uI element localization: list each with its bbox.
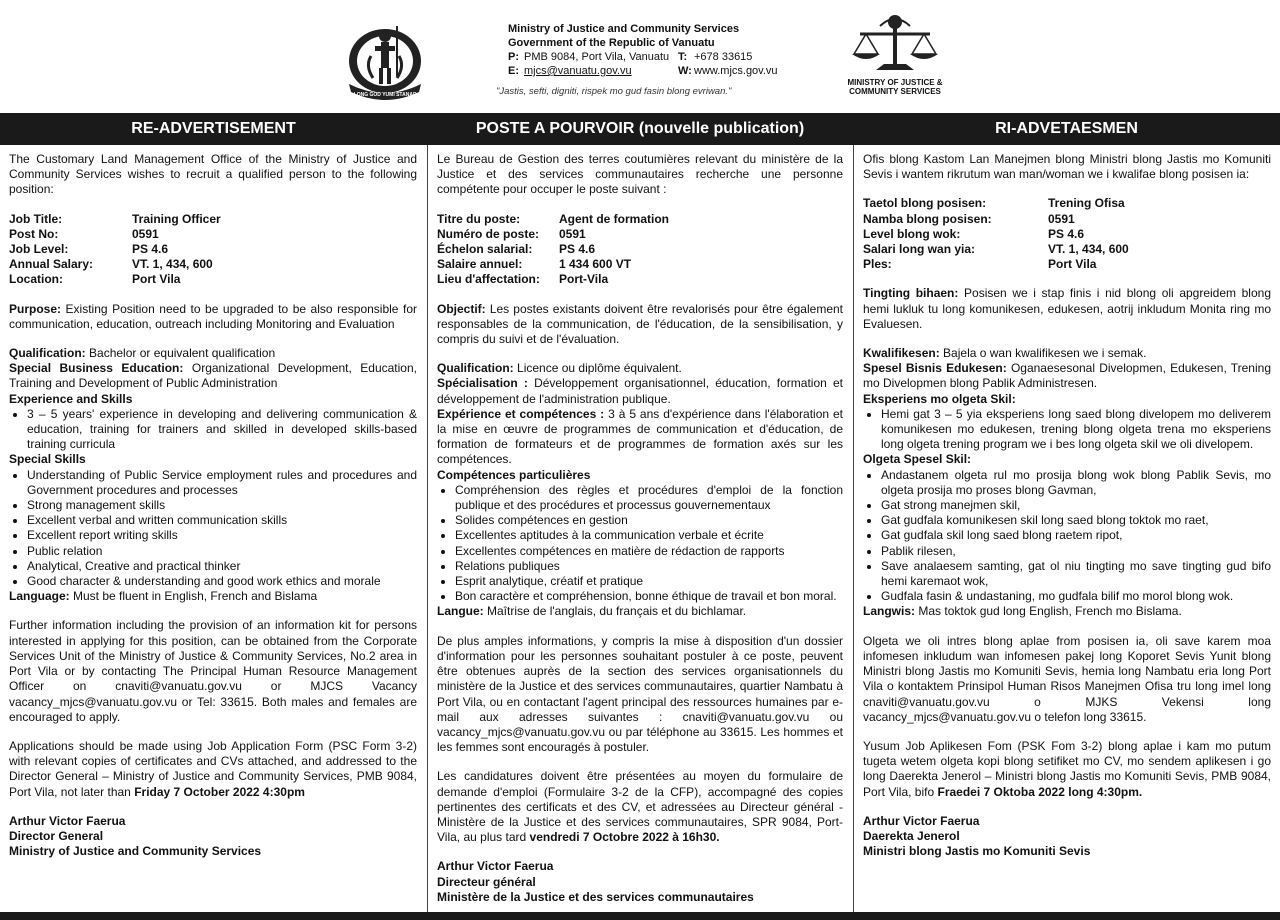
intro-text: Ofis blong Kastom Lan Manejmen blong Ministri blong Jastis mo Komuniti Sevis i wantem rikrutum wan man/woman we i kwalifae blong posisen ia: xyxy=(863,152,1271,182)
signatory-title: Daerekta Jenerol xyxy=(863,828,960,843)
language-text: Must be fluent in English, French and Bislama xyxy=(73,589,318,604)
bislama-heading: RI-ADVETAESMEN xyxy=(995,120,1138,137)
objective-label: Objectif: xyxy=(437,301,486,316)
list-item: • Public relation xyxy=(27,544,417,559)
field-label: Level blong wok: xyxy=(863,226,961,241)
field-value: VT. 1, 434, 600 xyxy=(132,257,213,272)
job-details xyxy=(863,196,1271,272)
government-name: Government of the Republic of Vanuatu xyxy=(508,37,715,49)
list-item: • Hemi gat 3 – 5 yia eksperiens long saed blong divelopem mo deliverem komunikesen mo edukesen, trening blong olgeta trena mo eksperiens long olgeta trening program we i bes long olgeta skil we oli divelopem. xyxy=(881,407,1271,453)
email-label: E: xyxy=(508,65,519,77)
experience-text: 3 à 5 ans d'expérience dans l'élaboration et la mise en œuvre de programmes de communication et d'éducation, de formation de formateurs et de programmes de formation axés sur les compétences. xyxy=(437,406,844,467)
application-paragraph xyxy=(863,739,1271,800)
footer-bar xyxy=(0,912,1280,920)
ministry-contact-block xyxy=(508,22,808,78)
special-education-label: Special Business Education: xyxy=(9,361,184,376)
field-label: Job Title: xyxy=(9,211,63,226)
skills-list xyxy=(863,468,1271,605)
special-skills-heading: Special Skills xyxy=(9,452,86,467)
list-item: • Esprit analytique, créatif et pratique xyxy=(455,574,843,589)
objective-text: Les postes existants doivent être revalorisés pour être également responsables de la communication, de l'éducation, de la sensibilisation, y compris du suivi et de l'évaluation. xyxy=(437,301,844,347)
field-value: PS 4.6 xyxy=(559,242,596,257)
language-label: Langue: xyxy=(437,604,484,619)
field-value: Training Officer xyxy=(132,211,221,226)
ministry-motto: "Jastis, sefti, digniti, rispek mo gud fasin blong evriwan." xyxy=(496,86,732,97)
field-label: Post No: xyxy=(9,226,59,241)
field-label: Namba blong posisen: xyxy=(863,211,992,226)
language-line xyxy=(863,604,1271,619)
column-divider xyxy=(427,145,428,912)
special-skills-heading: Olgeta Spesel Skil: xyxy=(863,452,972,467)
special-education-label: Spesel Bisnis Edukesen: xyxy=(863,361,1007,376)
field-label: Échelon salarial: xyxy=(437,242,533,257)
purpose-paragraph xyxy=(863,286,1271,332)
qualification-line xyxy=(437,361,843,376)
scales-of-justice-icon xyxy=(840,10,950,76)
list-item: • Pablik rilesen, xyxy=(881,544,1271,559)
qualification-text: Bajela o wan kwalifikesen we i semak. xyxy=(943,346,1147,361)
field-label: Taetol blong posisen: xyxy=(863,196,987,211)
phone-number: +678 33615 xyxy=(694,51,753,63)
field-label: Ples: xyxy=(863,257,892,272)
field-label: Titre du poste: xyxy=(437,211,521,226)
language-line xyxy=(9,589,417,604)
language-text: Maîtrise de l'anglais, du français et du bichlamar. xyxy=(487,604,747,619)
experience-label: Expérience et compétences : xyxy=(437,406,605,421)
signatory-name: Arthur Victor Faerua xyxy=(863,813,980,828)
list-item: • Analytical, Creative and practical thinker xyxy=(27,559,417,574)
special-education-line xyxy=(863,361,1271,391)
ministry-name: Ministry of Justice and Community Services xyxy=(508,23,740,35)
language-label: Langwis: xyxy=(863,604,916,619)
signatory-title: Director General xyxy=(9,828,104,843)
field-value: 0591 xyxy=(132,226,159,241)
application-text: Applications should be made using Job Application Form (PSC Form 3-2) with relevant copies of certificates and CVs attached, and addressed to the Director General – Ministry of Justice and Community Services, PMB 9084, Port Vila, not later than xyxy=(9,738,417,799)
special-education-line xyxy=(9,361,417,391)
letterhead xyxy=(0,0,1280,113)
list-item: • Andastanem olgeta rul mo prosija blong wok blong Pablik Sevis, mo olgeta prosija mo proses blong Gavman, xyxy=(881,468,1271,498)
postal-address: PMB 9084, Port Vila, Vanuatu xyxy=(524,51,670,63)
list-item: • Compréhension des règles et procédures d'emploi de la fonction publique et des procédures et processus gouvernementaux xyxy=(455,483,843,513)
experience-heading: Eksperiens mo olgeta Skil: xyxy=(863,391,1016,406)
field-label: Salari long wan yia: xyxy=(863,242,976,257)
experience-line xyxy=(437,407,843,468)
list-item: • Excellentes aptitudes à la communication verbale et écrite xyxy=(455,528,843,543)
field-label: Location: xyxy=(9,272,63,287)
website-link[interactable]: www.mjcs.gov.vu xyxy=(694,65,778,77)
field-value: PS 4.6 xyxy=(1048,226,1085,241)
experience-list xyxy=(863,407,1271,453)
mjcs-logo xyxy=(840,10,950,100)
info-paragraph: Further information including the provision of an information kit for persons interested in applying for this position, can be obtained from the Corporate Services Unit of the Ministry of Justice & Community Services, No.2 area in Port Vila or by contacting The Principal Human Resource Management Officer on cnaviti@vanuatu.gov.vu or MJCS Vacancy vacancy_mjcs@vanuatu.gov.vu or Tel: 33615. Both males and females are encouraged to apply. xyxy=(9,618,417,724)
french-heading: POSTE A POURVOIR (nouvelle publication) xyxy=(475,120,805,137)
qualification-line xyxy=(9,346,417,361)
list-item: • Excellent verbal and written communication skills xyxy=(27,513,417,528)
qualification-label: Qualification: xyxy=(437,361,514,376)
application-text: Les candidatures doivent être présentées au moyen du formulaire de demande d'emploi (Formulaire 3-2 de la CFP), accompagné des copies pertinentes des certificats et des CV, et adressées au Directeur général - Ministère de la Justice et des services communautaires, SPR 9084, Port-Vila, au plus tard xyxy=(437,769,843,845)
purpose-text: Existing Position need to be upgraded to be also responsible for communication, education, outreach including Monitoring and Evaluation xyxy=(9,301,417,331)
column-divider xyxy=(853,145,854,912)
list-item: • 3 – 5 years' experience in developing and delivering communication & education, training for trainers and skilled in developed skills-based training curricula xyxy=(27,407,417,453)
special-education-text: Organizational Development, Education, Training and Development of Public Administration xyxy=(9,361,417,391)
web-label: W: xyxy=(678,65,692,77)
email-link[interactable]: mjcs@vanuatu.gov.vu xyxy=(524,65,632,77)
list-item: • Excellentes compétences en matière de rédaction de rapports xyxy=(455,544,843,559)
deadline: vendredi 7 Octobre 2022 à 16h30. xyxy=(529,830,720,845)
job-details xyxy=(9,212,417,288)
qualification-label: Kwalifikesen: xyxy=(863,346,940,361)
field-value: Agent de formation xyxy=(559,211,669,226)
language-label: Language: xyxy=(9,589,70,604)
field-value: Port Vila xyxy=(132,272,181,287)
deadline: Fraedei 7 Oktoba 2022 long 4:30pm. xyxy=(937,784,1143,799)
list-item: • Gudfala fasin & undastaning, mo gudfala bilif mo morol blong wok. xyxy=(881,589,1271,604)
language-text: Mas toktok gud long English, French mo Bislama. xyxy=(918,604,1182,619)
crest-banner-text: LONG GOD YUMI STANAP xyxy=(353,92,417,98)
application-paragraph xyxy=(437,769,843,845)
signatory-name: Arthur Victor Faerua xyxy=(9,813,126,828)
application-paragraph xyxy=(9,739,417,800)
purpose-text: Posisen we i stap finis i nid blong oli apgreidem blong hemi lukluk tu long komunikesen, edukesen, aotrij inkludum Monita ring mo Evaluesen. xyxy=(863,286,1271,331)
english-column xyxy=(9,152,417,859)
list-item: • Excellent report writing skills xyxy=(27,528,417,543)
field-label: Numéro de poste: xyxy=(437,226,540,241)
signatory-organisation: Ministry of Justice and Community Services xyxy=(9,844,262,859)
field-label: Annual Salary: xyxy=(9,257,94,272)
qualification-text: Licence ou diplôme équivalent. xyxy=(517,361,682,376)
specialisation-line xyxy=(437,376,843,406)
purpose-paragraph xyxy=(9,302,417,332)
list-item: • Gat strong manejmen skil, xyxy=(881,498,1271,513)
bislama-column xyxy=(863,152,1271,859)
field-label: Lieu d'affectation: xyxy=(437,272,540,287)
vanuatu-coat-of-arms-icon xyxy=(335,6,435,106)
logo-text-line2: COMMUNITY SERVICES xyxy=(849,87,941,96)
intro-text: The Customary Land Management Office of the Ministry of Justice and Community Services wishes to recruit a qualified person to the following position: xyxy=(9,152,417,197)
list-item: • Understanding of Public Service employment rules and procedures and Government procedures and processes xyxy=(27,468,417,498)
language-line xyxy=(437,604,843,619)
field-label: Salaire annuel: xyxy=(437,257,523,272)
experience-heading: Experience and Skills xyxy=(9,391,133,406)
list-item: • Strong management skills xyxy=(27,498,417,513)
contact-row-2 xyxy=(508,64,808,78)
field-value: 0591 xyxy=(559,226,586,241)
info-paragraph: De plus amples informations, y compris la mise à disposition d'un dossier d'information pour les personnes souhaitant postuler à ce poste, peuvent être obtenues auprès de la section des services organisationnels du ministère de la Justice et des services communautaires, quartier Nambatu à Port Vila, ou en contactant l'agent principal des ressources humaines par e-mail aux adresses suivantes : cnaviti@vanuatu.gov.vu ou vacancy_mjcs@vanuatu.gov.vu ou par téléphone au 33615. Les hommes et les femmes sont encouragés à postuler. xyxy=(437,633,843,755)
list-item: • Bon caractère et compréhension, bonne éthique de travail et bon moral. xyxy=(455,589,843,604)
purpose-label: Purpose: xyxy=(9,301,62,316)
skills-list xyxy=(437,483,843,605)
section-heading-bar xyxy=(0,113,1280,145)
field-value: 0591 xyxy=(1048,211,1075,226)
application-text: Yusum Job Aplikesen Fom (PSK Fom 3-2) blong aplae i kam mo putum tugeta wetem olgeta kopi blong setifiket mo CV, mo sendem aplikesen i go long Daerekta Jenerol – Ministri blong Jastis mo Komuniti Sevis, PMB 9084, Port Vila, bifo xyxy=(863,738,1271,799)
field-value: Trening Ofisa xyxy=(1048,196,1125,211)
french-column xyxy=(437,152,843,905)
field-value: VT. 1, 434, 600 xyxy=(1048,242,1129,257)
list-item: • Save analaesem samting, gat ol niu tingting mo save tingting gud bifo hemi karemaot wok, xyxy=(881,559,1271,589)
special-skills-heading: Compétences particulières xyxy=(437,467,591,482)
purpose-label: Tingting bihaen: xyxy=(863,286,959,301)
field-value: 1 434 600 VT xyxy=(559,257,632,272)
signatory-name: Arthur Victor Faerua xyxy=(437,859,554,874)
qualification-line xyxy=(863,346,1271,361)
list-item: • Gat gudfala komunikesen skil long saed blong toktok mo raet, xyxy=(881,513,1271,528)
specialisation-label: Spécialisation : xyxy=(437,376,528,391)
phone-label: T: xyxy=(678,51,688,63)
postal-label: P: xyxy=(508,51,519,63)
english-heading: RE-ADVERTISEMENT xyxy=(131,120,296,137)
list-item: • Solides compétences en gestion xyxy=(455,513,843,528)
qualification-label: Qualification: xyxy=(9,346,86,361)
list-item: • Good character & understanding and good work ethics and morale xyxy=(27,574,417,589)
signatory-organisation: Ministri blong Jastis mo Komuniti Sevis xyxy=(863,844,1091,859)
field-value: PS 4.6 xyxy=(132,242,169,257)
objective-paragraph xyxy=(437,302,843,348)
specialisation-text: Développement organisationnel, éducation, formation et développement de l'administration publique. xyxy=(437,376,843,406)
skills-list xyxy=(9,468,417,590)
intro-text: Le Bureau de Gestion des terres coutumières relevant du ministère de la Justice et des services communautaires recherche une personne compétente pour occuper le poste suivant : xyxy=(437,152,843,197)
signatory-title: Directeur général xyxy=(437,874,536,889)
signatory-organisation: Ministère de la Justice et des services communautaires xyxy=(437,889,754,904)
field-label: Job Level: xyxy=(9,242,69,257)
job-details xyxy=(437,212,843,288)
list-item: • Gat gudfala skil long saed blong raetem ripot, xyxy=(881,528,1271,543)
field-value: Port Vila xyxy=(1048,257,1097,272)
contact-row-1 xyxy=(508,50,808,64)
special-education-text: Oganaesesonal Divelopmen, Edukesen, Trening mo Divelopmen blong Pablik Administresen. xyxy=(863,361,1271,391)
info-paragraph: Olgeta we oli intres blong aplae from posisen ia, oli save karem moa infomesen inkludum wan infomesen pakej long Koporet Sevis Yunit blong Ministri blong Jastis mo Komuniti Sevis, hemia long Nambatu eria long Port Vila o kontaktem Prinsipol Human Risos Manejmen Ofisa tru long imel long cnaviti@vanuatu.gov.vu o MJKS Vekensi long vacancy_mjcs@vanuatu.gov.vu o telefon long 33615. xyxy=(863,633,1271,724)
field-value: Port-Vila xyxy=(559,272,609,287)
qualification-text: Bachelor or equivalent qualification xyxy=(89,346,276,361)
deadline: Friday 7 October 2022 4:30pm xyxy=(134,784,305,799)
list-item: • Relations publiques xyxy=(455,559,843,574)
experience-list xyxy=(9,407,417,453)
logo-text-line1: MINISTRY OF JUSTICE & xyxy=(847,78,943,87)
